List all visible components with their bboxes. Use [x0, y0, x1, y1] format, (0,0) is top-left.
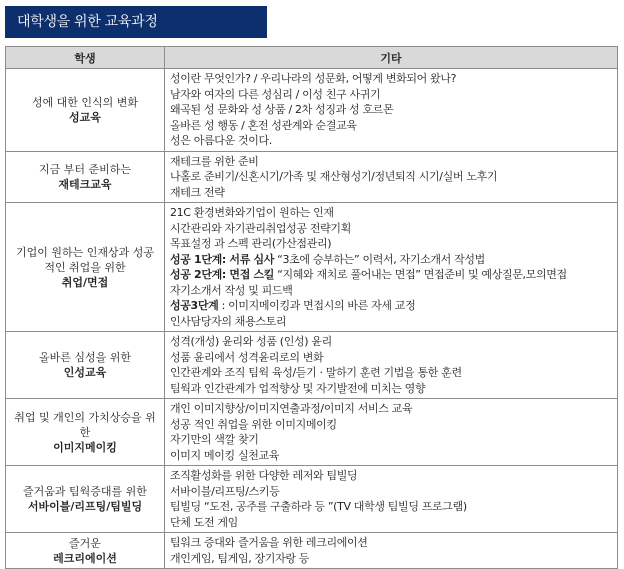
- content-line: [170, 551, 613, 567]
- course-content-cell: [165, 399, 618, 466]
- course-title: 취업/면접: [61, 275, 109, 289]
- table-row: [6, 533, 618, 569]
- content-line: [170, 334, 613, 350]
- content-line-text: 나홀로 준비기/신혼시기/가족 및 재산형성기/정년퇴직 시기/실버 노후기: [170, 170, 498, 183]
- content-line: [170, 535, 613, 551]
- content-line: [170, 499, 613, 515]
- content-line-text: 단체 도전 게임: [170, 515, 238, 529]
- column-header-student: 학생: [6, 47, 165, 69]
- content-line: [170, 154, 613, 170]
- course-name-cell: [6, 533, 165, 569]
- content-line: [170, 381, 613, 397]
- course-title: 재테크교육: [58, 177, 112, 191]
- content-line: [170, 87, 613, 103]
- content-line-text: 개인게임, 팀게임, 장기자랑 등: [170, 551, 310, 565]
- course-subtitle: 즐거움과 팀웍증대를 위한: [23, 485, 147, 498]
- page-title: 대학생을 위한 교육과정: [5, 6, 267, 38]
- content-line: [170, 432, 613, 448]
- content-line-text: 올바른 성 행동 / 혼전 성관계와 순결교육: [170, 118, 357, 132]
- table-header-row: [6, 47, 618, 69]
- content-line-text: 팀빌딩 “도전, 공주를 구출하라 등 ”(TV 대학생 팀빌딩 프로그램): [170, 500, 467, 513]
- course-name-cell: [6, 151, 165, 203]
- content-line: [170, 185, 613, 201]
- content-line-bold-prefix: 성공 2단계: 면접 스킬: [170, 268, 274, 281]
- content-line: [170, 267, 613, 283]
- course-subtitle: 취업 및 개인의 가치상승을 위한: [14, 410, 156, 439]
- content-line: [170, 205, 613, 221]
- content-line: [170, 298, 613, 314]
- course-subtitle: 즐거운: [69, 536, 101, 550]
- course-content-cell: [165, 533, 618, 569]
- course-title: 인성교육: [63, 366, 107, 379]
- content-line: [170, 515, 613, 531]
- content-line-text: 21C 환경변화와기업이 원하는 인재: [170, 206, 334, 219]
- content-line-text: 성은 아름다운 것이다.: [170, 134, 272, 147]
- course-content-cell: [165, 69, 618, 152]
- content-line-text: 성격(개성) 윤리와 성품 (인성) 윤리: [170, 335, 332, 348]
- course-content-cell: [165, 332, 618, 399]
- content-line: [170, 102, 613, 118]
- content-line-text: “3초에 승부하는” 이력서, 자기소개서 작성법: [274, 252, 485, 266]
- table-row: [6, 332, 618, 399]
- content-line: [170, 365, 613, 381]
- course-title: 성교육: [69, 110, 101, 124]
- content-line-text: 성공 적인 취업을 위한 이미지메이킹: [170, 417, 337, 431]
- content-line: [170, 169, 613, 185]
- course-content-cell: [165, 151, 618, 203]
- content-line: [170, 401, 613, 417]
- table-row: [6, 69, 618, 152]
- content-line-bold-prefix: 성공3단계: [170, 299, 219, 312]
- content-line-text: 인사담당자의 채용스토리: [170, 314, 287, 328]
- content-line-text: 남자와 여자의 다른 성심리 / 이성 친구 사귀기: [170, 87, 381, 101]
- content-line-text: 자기소개서 작성 및 피드백: [170, 283, 293, 297]
- content-line: [170, 133, 613, 149]
- content-line-text: “지혜와 재치로 풀어내는 면접” 면접준비 및 예상질문,모의면접: [274, 268, 567, 281]
- content-line-text: 왜곡된 성 문화와 성 상품 / 2차 성징과 성 호르몬: [170, 103, 394, 116]
- content-line: [170, 71, 613, 87]
- content-line: [170, 221, 613, 237]
- course-subtitle: 기업이 원하는 인재상과 성공 적인 취업을 위한: [15, 245, 154, 274]
- content-line-text: 개인 이미지향상/이미지연출과정/이미지 서비스 교육: [170, 402, 413, 415]
- content-line-text: 이미지 메이킹 실천교육: [170, 448, 280, 462]
- curriculum-table: [5, 46, 618, 569]
- content-line: [170, 252, 613, 268]
- content-line-text: 성품 윤리에서 성격윤리로의 변화: [170, 350, 324, 364]
- course-subtitle: 지금 부터 준비하는: [38, 162, 131, 176]
- course-title: 서바이블/리프팅/팀빌딩: [27, 500, 143, 513]
- course-content-cell: [165, 203, 618, 332]
- content-line-text: 조직활성화를 위한 다양한 레저와 팀빌딩: [170, 469, 358, 482]
- column-header-other: 기타: [165, 47, 618, 69]
- content-line: [170, 484, 613, 500]
- content-line-text: : 이미지메이킹과 면접시의 바른 자세 교정: [218, 299, 416, 312]
- course-subtitle: 성에 대한 인식의 변화: [31, 95, 139, 109]
- content-line-text: 재테크를 위한 준비: [170, 154, 259, 168]
- content-line-text: 시간관리와 자기관리취업성공 전략기획: [170, 221, 351, 235]
- course-name-cell: [6, 466, 165, 533]
- content-line: [170, 314, 613, 330]
- content-line: [170, 417, 613, 433]
- content-line: [170, 118, 613, 134]
- table-row: [6, 203, 618, 332]
- course-content-cell: [165, 466, 618, 533]
- content-line-text: 목표설정 과 스펙 관리(가산점관리): [170, 237, 332, 250]
- course-name-cell: [6, 332, 165, 399]
- course-name-cell: [6, 203, 165, 332]
- course-name-cell: [6, 69, 165, 152]
- course-title: 이미지메이킹: [53, 440, 117, 454]
- content-line-text: 팀웍과 인간관계가 업적향상 및 자기발전에 미치는 영향: [170, 381, 426, 395]
- content-line: [170, 236, 613, 252]
- course-subtitle: 올바른 심성을 위한: [38, 351, 131, 364]
- course-title: 레크리에이션: [53, 551, 117, 565]
- content-line: [170, 468, 613, 484]
- content-line-bold-prefix: 성공 1단계: 서류 심사: [170, 252, 274, 266]
- content-line-text: 자기만의 색깔 찾기: [170, 433, 259, 446]
- content-line: [170, 448, 613, 464]
- content-line: [170, 283, 613, 299]
- content-line: [170, 350, 613, 366]
- content-line-text: 서바이블/리프팅/스키등: [170, 484, 280, 498]
- table-row: [6, 151, 618, 203]
- content-line-text: 재테크 전략: [170, 185, 225, 199]
- content-line-text: 팀워크 증대와 즐거움을 위한 레크리에이션: [170, 536, 368, 549]
- course-name-cell: [6, 399, 165, 466]
- content-line-text: 성이란 무엇인가? / 우리나라의 성문화, 어떻게 변화되어 왔나?: [170, 72, 457, 85]
- content-line-text: 인간관계와 조직 팀웍 육성/듣기 · 말하기 훈련 기법을 통한 훈련: [170, 366, 462, 379]
- table-row: [6, 399, 618, 466]
- table-row: [6, 466, 618, 533]
